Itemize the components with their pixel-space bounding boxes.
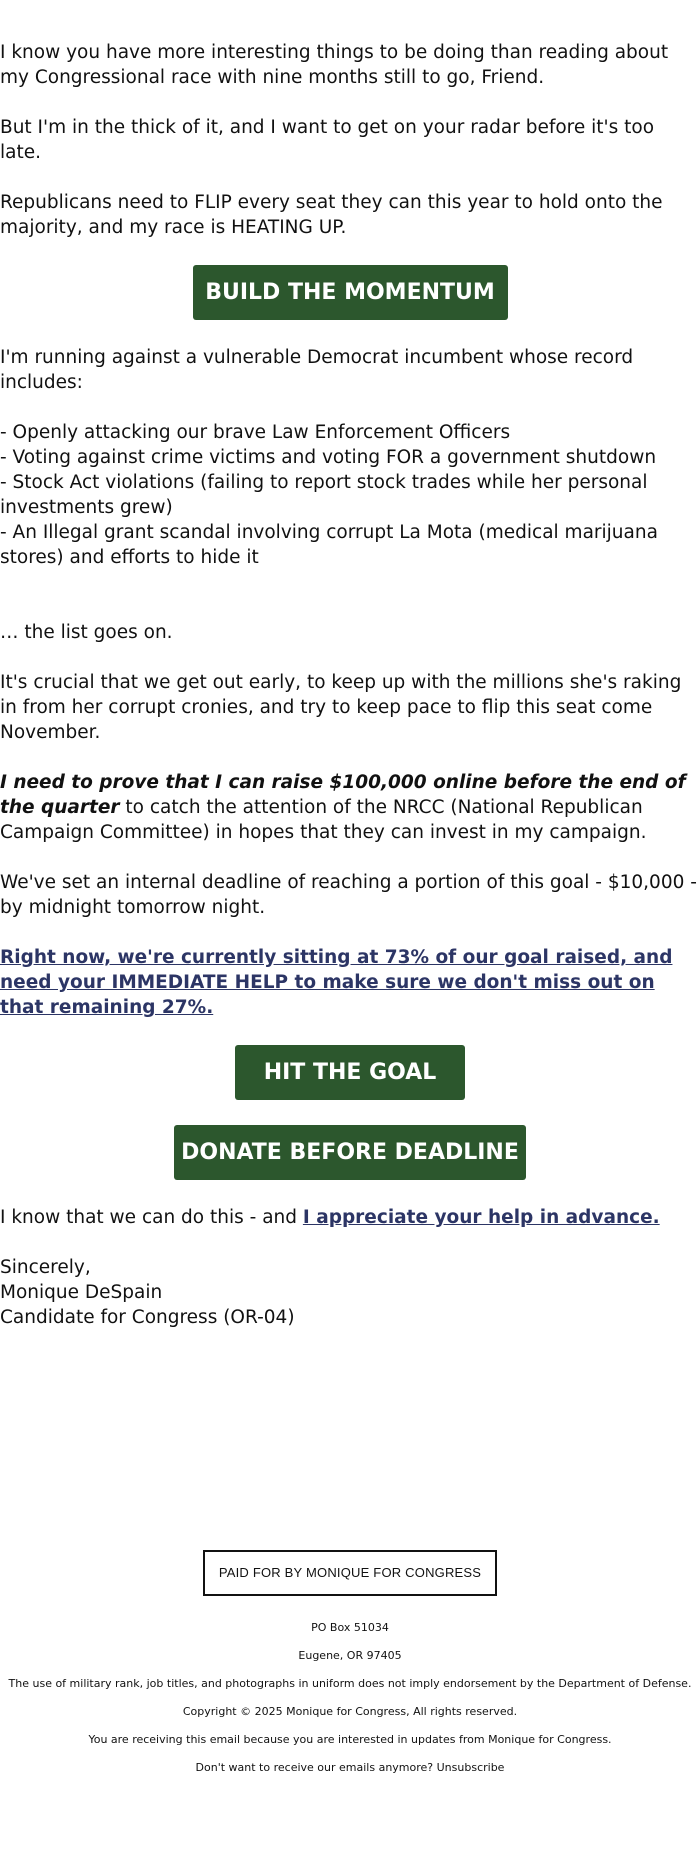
closing-text: I know that we can do this - and — [0, 1207, 303, 1228]
record-item: - Voting against crime victims and voting FOR a government shutdown — [0, 447, 657, 468]
email-body — [0, 40, 700, 1355]
fundraising-goal-emphasis: I need to prove that I can raise $100,000 online before the end of the quarter — [0, 772, 686, 818]
signature-name: Monique DeSpain — [0, 1282, 163, 1303]
radar-paragraph: But I'm in the thick of it, and I want to get on your radar before it's too late. — [0, 117, 655, 163]
closing-paragraph — [0, 1205, 700, 1230]
copyright: Copyright © 2025 Monique for Congress, All rights reserved. — [182, 1705, 518, 1718]
fundraising-goal-text: to catch the attention of the NRCC (National Republican Campaign Committee) in hopes that they can invest in my campaign. — [0, 797, 647, 843]
record-item: - Stock Act violations (failing to report stock trades while her personal investments grew) — [0, 472, 648, 518]
flip-paragraph: Republicans need to FLIP every seat they can this year to hold onto the majority, and my race is HEATING UP. — [0, 192, 663, 238]
donate-before-deadline-button[interactable]: DONATE BEFORE DEADLINE — [174, 1125, 526, 1180]
signature-title: Candidate for Congress (OR-04) — [0, 1307, 295, 1328]
sign-off: Sincerely, — [0, 1257, 91, 1278]
paid-for-disclaimer-box: PAID FOR BY MONIQUE FOR CONGRESS — [203, 1550, 497, 1596]
intro-paragraph: I know you have more interesting things to be doing than reading about my Congressional race with nine months still to go, Friend. — [0, 42, 669, 88]
receiving-notice: You are receiving this email because you are interested in updates from Monique for Congress. — [88, 1733, 612, 1746]
hit-the-goal-button[interactable]: HIT THE GOAL — [235, 1045, 465, 1100]
deadline-paragraph: We've set an internal deadline of reaching a portion of this goal - $10,000 - by midnight tomorrow night. — [0, 872, 697, 918]
email-footer — [0, 1550, 700, 1782]
appreciate-help-link[interactable]: I appreciate your help in advance. — [302, 1207, 660, 1228]
donate-cta-wrapper — [0, 1125, 700, 1180]
goal-status-link[interactable]: Right now, we're currently sitting at 73% of our goal raised, and need your IMMEDIATE HELP to make sure we don't miss out on that remaining 27%. — [0, 947, 673, 1018]
po-box: PO Box 51034 — [311, 1621, 389, 1634]
running-against-paragraph: I'm running against a vulnerable Democrat incumbent whose record includes: — [0, 347, 634, 393]
build-cta-wrapper — [0, 265, 700, 320]
fundraising-goal-paragraph — [0, 770, 700, 845]
signature-block — [0, 1255, 700, 1330]
goal-cta-wrapper — [0, 1045, 700, 1100]
record-item: - An Illegal grant scandal involving corrupt La Mota (medical marijuana stores) and efforts to hide it — [0, 522, 658, 568]
list-goes-on-paragraph: … the list goes on. — [0, 622, 173, 643]
build-momentum-button[interactable]: BUILD THE MOMENTUM — [193, 265, 508, 320]
crucial-paragraph: It's crucial that we get out early, to keep up with the millions she's raking in from her corrupt cronies, and try to keep pace to flip this seat come November. — [0, 672, 682, 743]
status-paragraph — [0, 945, 700, 1020]
record-list — [0, 420, 700, 570]
city-state-zip: Eugene, OR 97405 — [298, 1649, 402, 1662]
unsubscribe-line[interactable]: Don't want to receive our emails anymore? Unsubscribe — [195, 1761, 505, 1774]
dod-disclaimer: The use of military rank, job titles, and photographs in uniform does not imply endorsement by the Department of Defense. — [8, 1677, 692, 1690]
record-item: - Openly attacking our brave Law Enforcement Officers — [0, 422, 511, 443]
